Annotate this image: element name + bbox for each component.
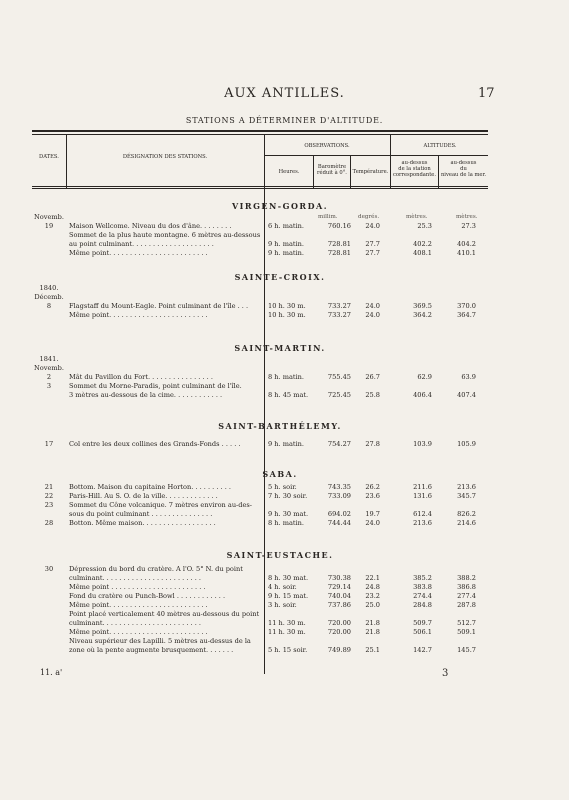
cell-date: 22 <box>44 492 54 500</box>
cell-above: 103.9 <box>413 440 432 448</box>
cell-temp: 21.8 <box>365 619 380 627</box>
cell-desc: Même point. . . . . . . . . . . . . . . . . . . . . . . . <box>69 249 208 257</box>
cell-hour: 11 h. 30 m. <box>268 628 306 636</box>
header-above-3: correspondante. <box>392 172 437 178</box>
cell-desc: Bottom. Maison du capitaine Horton. . . . . . . . . . <box>69 483 232 491</box>
cell-hour: 11 h. 30 m. <box>268 619 306 627</box>
cell-desc: sous du point culminant . . . . . . . . . . . . . . . <box>69 510 213 518</box>
cell-desc: Botton. Même maison. . . . . . . . . . . . . . . . . . <box>69 519 216 527</box>
cell-hour: 8 h. 30 mat. <box>268 574 309 582</box>
cell-date: 23 <box>44 501 54 509</box>
cell-temp: 27.7 <box>365 240 380 248</box>
cell-baro: 694.02 <box>327 510 351 518</box>
cell-baro: 733.09 <box>327 492 351 500</box>
table-row <box>0 492 569 501</box>
header-above-1: au-dessus <box>401 160 428 166</box>
cell-above: 364.2 <box>413 311 432 319</box>
table-row <box>0 391 569 400</box>
cell-baro: 760.16 <box>327 222 351 230</box>
cell-desc: culminant. . . . . . . . . . . . . . . . . . . . . . . . <box>69 574 201 582</box>
cell-desc: Dépression du bord du cratère. A l'O. 5° N. du point <box>69 565 243 573</box>
table-row <box>0 583 569 592</box>
cell-above: 25.3 <box>417 222 432 230</box>
cell-temp: 22.1 <box>365 574 380 582</box>
table-row <box>0 222 569 231</box>
table-row <box>0 519 569 528</box>
header-heures: Heures. <box>278 169 300 175</box>
cell-date: 21 <box>44 483 54 491</box>
table-row <box>0 565 569 574</box>
table-row <box>0 483 569 492</box>
header-top-rule-thin <box>32 134 488 135</box>
header-above-2: de la station <box>398 166 431 172</box>
cell-above: 506.1 <box>413 628 432 636</box>
cell-hour: 9 h. matin. <box>268 240 305 248</box>
footer-sheet-number: 3 <box>442 668 449 679</box>
cell-temp: 19.7 <box>365 510 380 518</box>
cell-baro: 733.27 <box>327 311 351 319</box>
table-row <box>0 355 569 364</box>
cell-sea: 63.9 <box>461 373 476 381</box>
table-row <box>0 302 569 311</box>
cell-above: 406.4 <box>413 391 432 399</box>
section-title: VIRGEN-GORDA. <box>231 201 329 211</box>
cell-baro: 744.44 <box>327 519 351 527</box>
cell-desc: Même point. . . . . . . . . . . . . . . . . . . . . . . . <box>69 601 208 609</box>
cell-date: Décemb. <box>34 293 64 301</box>
cell-temp: 24.0 <box>365 519 380 527</box>
cell-sea: 277.4 <box>457 592 476 600</box>
cell-baro: 740.04 <box>327 592 351 600</box>
cell-above: 213.6 <box>413 519 432 527</box>
cell-hour: 5 h. soir. <box>268 483 297 491</box>
cell-temp: 25.8 <box>365 391 380 399</box>
cell-temp: 24.0 <box>365 222 380 230</box>
cell-temp: 24.0 <box>365 311 380 319</box>
cell-sea: 105.9 <box>457 440 476 448</box>
cell-date: 30 <box>44 565 54 573</box>
cell-sea: 386.8 <box>457 583 476 591</box>
cell-date: 1840. <box>39 284 59 292</box>
cell-hour: 9 h. matin. <box>268 249 305 257</box>
cell-baro: 725.45 <box>327 391 351 399</box>
cell-sea: 410.1 <box>457 249 476 257</box>
cell-hour: 8 h. matin. <box>268 373 305 381</box>
cell-hour: 8 h. matin. <box>268 519 305 527</box>
cell-sea: 404.2 <box>457 240 476 248</box>
unit-above: mètres. <box>406 214 428 220</box>
header-altitudes: ALTITUDES. <box>423 143 457 149</box>
table-row <box>0 510 569 519</box>
cell-above: 509.7 <box>413 619 432 627</box>
header-dates: DATES. <box>39 154 59 160</box>
table-row <box>0 240 569 249</box>
table-row <box>0 364 569 373</box>
cell-above: 284.8 <box>413 601 432 609</box>
table-row <box>0 628 569 637</box>
section-title: SAINT-MARTIN. <box>234 343 326 353</box>
cell-sea: 370.0 <box>457 302 476 310</box>
cell-temp: 26.7 <box>365 373 380 381</box>
cell-baro: 754.27 <box>327 440 351 448</box>
table-row <box>0 231 569 240</box>
cell-hour: 9 h. 30 mat. <box>268 510 309 518</box>
cell-date: 28 <box>44 519 54 527</box>
header-bottom-rule-2 <box>32 188 488 189</box>
cell-baro: 720.00 <box>327 619 351 627</box>
section-title: SABA. <box>262 469 298 479</box>
table-row <box>0 284 569 293</box>
cell-baro: 743.35 <box>327 483 351 491</box>
cell-date: 2 <box>46 373 52 381</box>
section-title: SAINTE-CROIX. <box>234 272 326 282</box>
cell-date: Novemb. <box>34 213 64 221</box>
cell-date: 17 <box>44 440 54 448</box>
header-top-rule-thick <box>32 130 488 132</box>
header-barometre-1: Baromètre <box>317 164 347 170</box>
cell-temp: 27.8 <box>365 440 380 448</box>
table-row <box>0 574 569 583</box>
cell-sea: 145.7 <box>457 646 476 654</box>
cell-hour: 7 h. 30 soir. <box>268 492 308 500</box>
cell-desc: Même point . . . . . . . . . . . . . . . . . . . . . . . <box>69 583 206 591</box>
cell-desc: Flagstaff du Mount-Eagle. Point culminant de l'île . . . <box>69 302 249 310</box>
header-sea-3: niveau de la mer. <box>440 172 487 178</box>
cell-date: 8 <box>46 302 52 310</box>
cell-desc: Paris-Hill. Au S. O. de la ville. . . . . . . . . . . . . <box>69 492 218 500</box>
cell-desc: Même point. . . . . . . . . . . . . . . . . . . . . . . . <box>69 311 208 319</box>
cell-sea: 27.3 <box>461 222 476 230</box>
header-bottom-rule <box>32 186 488 187</box>
cell-baro: 729.14 <box>327 583 351 591</box>
cell-date: Novemb. <box>34 364 64 372</box>
cell-temp: 23.6 <box>365 492 380 500</box>
header-observations: OBSERVATIONS. <box>304 143 350 149</box>
col-divider <box>66 134 67 188</box>
cell-sea: 388.2 <box>457 574 476 582</box>
cell-hour: 6 h. matin. <box>268 222 305 230</box>
cell-hour: 9 h. 15 mat. <box>268 592 309 600</box>
cell-sea: 407.4 <box>457 391 476 399</box>
table-row <box>0 382 569 391</box>
cell-temp: 24.8 <box>365 583 380 591</box>
cell-hour: 10 h. 30 m. <box>268 311 306 319</box>
cell-above: 369.5 <box>413 302 432 310</box>
cell-desc: 3 mètres au-dessous de la cime. . . . . . . . . . . . <box>69 391 223 399</box>
cell-sea: 826.2 <box>457 510 476 518</box>
table-row <box>0 619 569 628</box>
cell-sea: 345.7 <box>457 492 476 500</box>
cell-sea: 287.8 <box>457 601 476 609</box>
cell-temp: 25.1 <box>365 646 380 654</box>
cell-above: 274.4 <box>413 592 432 600</box>
cell-temp: 23.2 <box>365 592 380 600</box>
cell-desc: au point culminant. . . . . . . . . . . . . . . . . . . . <box>69 240 214 248</box>
cell-hour: 5 h. 15 soir. <box>268 646 308 654</box>
cell-above: 612.4 <box>413 510 432 518</box>
cell-baro: 728.81 <box>327 240 351 248</box>
table-row <box>0 501 569 510</box>
page-subtitle: STATIONS A DÉTERMINER D'ALTITUDE. <box>185 116 384 125</box>
header-temperature: Température. <box>352 169 389 175</box>
unit-sea: mètres. <box>456 214 478 220</box>
table-row <box>0 592 569 601</box>
cell-temp: 24.0 <box>365 302 380 310</box>
unit-temp: degrés. <box>358 214 380 220</box>
page-number: 17 <box>478 86 495 101</box>
cell-temp: 26.2 <box>365 483 380 491</box>
table-row <box>0 249 569 258</box>
cell-baro: 728.81 <box>327 249 351 257</box>
cell-above: 383.8 <box>413 583 432 591</box>
cell-desc: Col entre les deux collines des Grands-Fonds . . . . . <box>69 440 241 448</box>
cell-temp: 21.8 <box>365 628 380 636</box>
cell-sea: 364.7 <box>457 311 476 319</box>
cell-date: 19 <box>44 222 54 230</box>
cell-desc: Mât du Pavillon du Fort. . . . . . . . . . . . . . . . <box>69 373 213 381</box>
table-row <box>0 646 569 655</box>
header-sub-rule <box>264 155 488 156</box>
cell-desc: Sommet du Cône volcanique. 7 mètres environ au-des- <box>69 501 253 509</box>
table-row <box>0 440 569 449</box>
cell-desc: culminant. . . . . . . . . . . . . . . . . . . . . . . . <box>69 619 201 627</box>
page-title: AUX ANTILLES. <box>224 86 345 101</box>
cell-above: 408.1 <box>413 249 432 257</box>
header-sea-1: au-dessus <box>450 160 477 166</box>
table-row <box>0 311 569 320</box>
table-row <box>0 601 569 610</box>
cell-desc: Point placé verticalement 40 mètres au-dessous du point <box>69 610 260 618</box>
cell-date: 1841. <box>39 355 59 363</box>
cell-baro: 733.27 <box>327 302 351 310</box>
cell-hour: 3 h. soir. <box>268 601 297 609</box>
header-designation: DÉSIGNATION DES STATIONS. <box>122 154 208 160</box>
cell-baro: 737.86 <box>327 601 351 609</box>
cell-desc: Maison Wellcome. Niveau du dos d'âne. . . . . . . . <box>69 222 232 230</box>
cell-hour: 9 h. matin. <box>268 440 305 448</box>
footer-signature: 11. a' <box>40 668 63 677</box>
cell-temp: 25.0 <box>365 601 380 609</box>
unit-baro: millim. <box>318 214 338 220</box>
section-title: SAINT-BARTHÉLEMY. <box>218 421 342 431</box>
cell-sea: 509.1 <box>457 628 476 636</box>
cell-date: 3 <box>46 382 52 390</box>
cell-hour: 8 h. 45 mat. <box>268 391 309 399</box>
cell-baro: 720.00 <box>327 628 351 636</box>
cell-hour: 4 h. soir. <box>268 583 297 591</box>
cell-baro: 730.38 <box>327 574 351 582</box>
header-barometre-2: réduit à 0°. <box>317 170 347 176</box>
cell-baro: 749.89 <box>327 646 351 654</box>
cell-desc: Fond du cratère ou Punch-Bowl . . . . . . . . . . . . <box>69 592 226 600</box>
table-row <box>0 637 569 646</box>
cell-temp: 27.7 <box>365 249 380 257</box>
table-row <box>0 373 569 382</box>
cell-desc: Sommet du Morne-Paradis, point culminant de l'île. <box>69 382 242 390</box>
cell-desc: Sommet de la plus haute montagne. 6 mètres au-dessous <box>69 231 261 239</box>
cell-baro: 755.45 <box>327 373 351 381</box>
table-row <box>0 293 569 302</box>
cell-above: 131.6 <box>413 492 432 500</box>
cell-above: 211.6 <box>413 483 432 491</box>
cell-above: 402.2 <box>413 240 432 248</box>
cell-desc: Niveau supérieur des Lapilli. 5 mètres au-dessus de la <box>69 637 251 645</box>
cell-above: 385.2 <box>413 574 432 582</box>
cell-sea: 214.6 <box>457 519 476 527</box>
cell-above: 142.7 <box>413 646 432 654</box>
table-row <box>0 213 569 222</box>
cell-above: 62.9 <box>417 373 432 381</box>
cell-sea: 213.6 <box>457 483 476 491</box>
table-row <box>0 610 569 619</box>
cell-hour: 10 h. 30 m. <box>268 302 306 310</box>
section-title: SAINT-EUSTACHE. <box>226 550 334 560</box>
cell-desc: Même point. . . . . . . . . . . . . . . . . . . . . . . . <box>69 628 208 636</box>
cell-sea: 512.7 <box>457 619 476 627</box>
cell-desc: zone où la pente augmente brusquement. . . . . . . <box>69 646 234 654</box>
header-sea-2: du <box>460 166 467 172</box>
